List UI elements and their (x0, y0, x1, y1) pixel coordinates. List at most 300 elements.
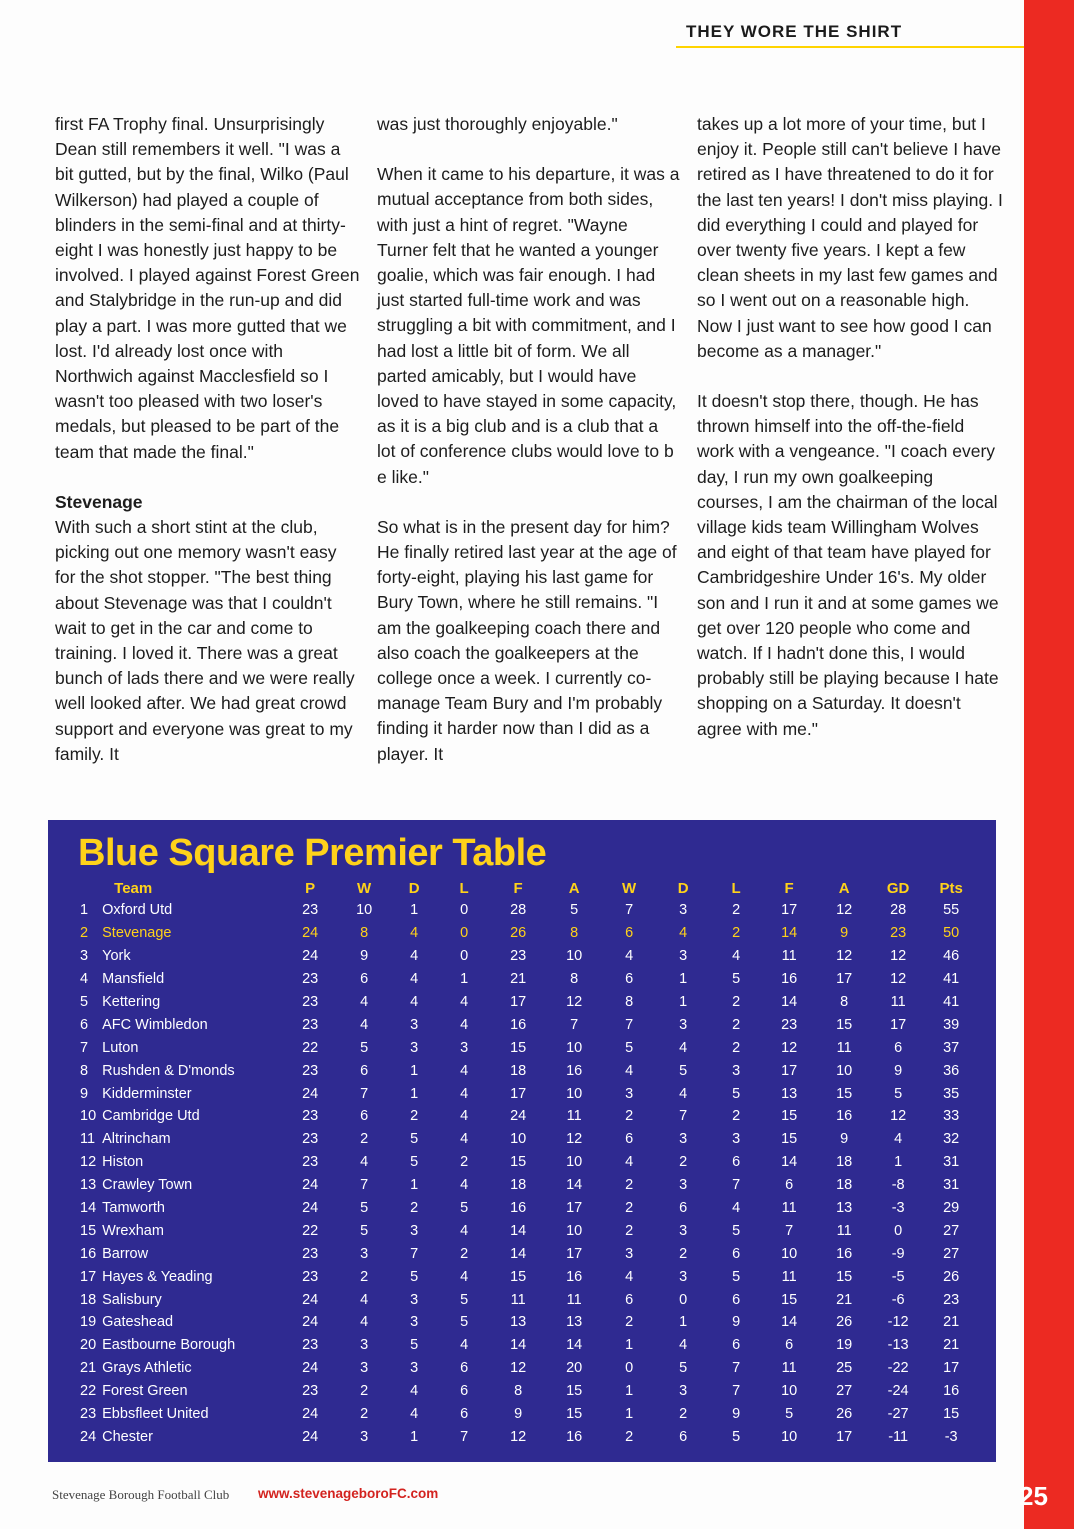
cell-ad: 3 (679, 1177, 688, 1194)
cell-aa: 8 (840, 994, 849, 1010)
cell-al: 6 (732, 1291, 741, 1308)
cell-hl: 4 (460, 1222, 469, 1239)
cell-hl: 5 (460, 1291, 469, 1308)
page-number: 25 (1019, 1481, 1048, 1511)
cell-pts: 27 (943, 1222, 960, 1239)
cell-team: AFC Wimbledon (102, 1016, 208, 1033)
cell-al: 7 (732, 1177, 741, 1194)
cell-pos: 19 (80, 1314, 97, 1331)
cell-hf: 12 (510, 1428, 527, 1445)
cell-p: 24 (302, 1200, 319, 1217)
cell-aa: 9 (840, 925, 849, 942)
cell-al: 6 (732, 1245, 741, 1262)
cell-aw: 6 (625, 971, 634, 988)
cell-aw: 3 (625, 1085, 634, 1102)
paragraph: was just thoroughly enjoyable." (377, 114, 618, 134)
cell-gd: -9 (891, 1245, 905, 1262)
paragraph: first FA Trophy final. Unsurprisingly Dean still remembers it well. "I was a bit gutted, but by the final, Wilko (Paul Wilkerson) had played a couple of blinders in the semi-final and at thirty-eight I was honestly just happy to be involved. I played against Forest Green and Stalybridge in the run-up and did play a part. I was more gutted that we lost. I'd already lost once with Northwich against Macclesfield so I wasn't too pleased with two loser's medals, but pleased to be part of the team that made the final." (55, 114, 360, 462)
cell-gd: 28 (890, 902, 907, 919)
cell-hl: 4 (460, 1062, 469, 1079)
cell-al: 5 (732, 1085, 741, 1102)
cell-al: 2 (732, 1108, 741, 1125)
cell-team: Rushden & D'monds (102, 1062, 235, 1079)
cell-ad: 3 (679, 1131, 688, 1148)
cell-p: 23 (302, 902, 319, 919)
cell-hf: 8 (514, 1383, 523, 1400)
cell-af: 11 (781, 948, 797, 965)
cell-gd: -3 (891, 1200, 905, 1217)
col-header: W (622, 880, 637, 897)
cell-hd: 2 (410, 1200, 419, 1217)
table-row (68, 899, 978, 922)
cell-hl: 4 (460, 1085, 469, 1102)
table-row (68, 1036, 978, 1059)
cell-team: Chester (102, 1428, 153, 1445)
cell-gd: 12 (890, 1108, 907, 1125)
cell-hf: 10 (510, 1131, 527, 1148)
cell-ad: 3 (679, 1383, 688, 1400)
cell-hw: 4 (360, 1314, 369, 1331)
cell-hd: 1 (410, 1428, 419, 1445)
table-row (68, 1082, 978, 1105)
cell-aa: 27 (836, 1383, 853, 1400)
cell-ha: 15 (566, 1406, 583, 1423)
cell-aw: 6 (625, 1291, 634, 1308)
cell-aa: 18 (836, 1154, 853, 1171)
cell-team: Grays Athletic (102, 1360, 192, 1377)
cell-aw: 0 (625, 1360, 634, 1377)
league-table-body (68, 899, 978, 1448)
cell-al: 2 (732, 1016, 741, 1033)
cell-ha: 10 (566, 1039, 583, 1056)
cell-af: 15 (781, 1108, 798, 1125)
cell-team: Eastbourne Borough (102, 1337, 236, 1354)
cell-hl: 6 (460, 1383, 469, 1400)
cell-ad: 1 (679, 994, 688, 1010)
cell-gd: -27 (887, 1406, 909, 1423)
cell-team: Hayes & Yeading (102, 1268, 213, 1285)
cell-al: 6 (732, 1154, 741, 1171)
table-row (68, 1311, 978, 1334)
cell-pts: 46 (943, 948, 960, 965)
cell-aw: 4 (625, 1062, 634, 1079)
cell-aa: 19 (836, 1337, 853, 1354)
cell-aw: 6 (625, 925, 634, 942)
col-header: A (838, 880, 850, 897)
cell-hw: 5 (360, 1039, 369, 1056)
cell-ad: 1 (679, 1314, 688, 1331)
cell-p: 23 (302, 994, 319, 1010)
cell-af: 11 (781, 1360, 797, 1377)
cell-pos: 1 (80, 902, 89, 919)
cell-hf: 14 (510, 1222, 527, 1239)
table-row (68, 1197, 978, 1220)
cell-team: Salisbury (102, 1291, 162, 1308)
cell-p: 24 (302, 1406, 319, 1423)
cell-aw: 2 (625, 1200, 634, 1217)
cell-ad: 3 (679, 902, 688, 919)
cell-aa: 9 (840, 1131, 849, 1148)
table-row (68, 1105, 978, 1128)
cell-af: 11 (781, 1268, 797, 1285)
cell-pos: 24 (80, 1428, 97, 1445)
cell-hw: 8 (360, 925, 369, 942)
cell-ha: 8 (570, 925, 579, 942)
cell-gd: -13 (887, 1337, 909, 1354)
cell-aw: 2 (625, 1108, 634, 1125)
cell-hd: 3 (410, 1016, 419, 1033)
cell-pos: 12 (80, 1154, 97, 1171)
article-column-3 (697, 112, 1003, 767)
cell-hf: 15 (510, 1154, 527, 1171)
cell-gd: 6 (894, 1039, 903, 1056)
cell-p: 23 (302, 971, 319, 988)
cell-hl: 6 (460, 1360, 469, 1377)
cell-al: 3 (732, 1131, 741, 1148)
cell-hl: 2 (460, 1245, 469, 1262)
cell-team: Kettering (102, 994, 161, 1010)
cell-af: 14 (781, 1314, 798, 1331)
league-table (68, 878, 978, 1448)
cell-hl: 4 (460, 994, 469, 1010)
cell-aw: 1 (625, 1406, 634, 1423)
cell-pts: 15 (943, 1406, 960, 1423)
cell-hl: 5 (460, 1314, 469, 1331)
cell-hd: 3 (410, 1291, 419, 1308)
cell-hf: 9 (514, 1406, 523, 1423)
cell-pos: 22 (80, 1383, 97, 1400)
cell-hw: 9 (360, 948, 369, 965)
cell-hw: 4 (360, 994, 369, 1010)
cell-team: Oxford Utd (102, 902, 173, 919)
cell-pos: 16 (80, 1245, 97, 1262)
cell-af: 12 (781, 1039, 798, 1056)
cell-aa: 10 (836, 1062, 853, 1079)
cell-hl: 4 (460, 1108, 469, 1125)
cell-p: 24 (302, 1428, 319, 1445)
cell-af: 6 (785, 1177, 794, 1194)
table-row (68, 945, 978, 968)
cell-pts: 33 (943, 1108, 960, 1125)
cell-hw: 4 (360, 1291, 369, 1308)
cell-aa: 17 (836, 1428, 853, 1445)
cell-pos: 20 (80, 1337, 97, 1354)
cell-pts: 41 (943, 971, 960, 988)
cell-ha: 7 (570, 1016, 579, 1033)
cell-aw: 2 (625, 1428, 634, 1445)
cell-aw: 1 (625, 1383, 634, 1400)
cell-aa: 13 (836, 1200, 853, 1217)
col-header: W (357, 880, 372, 897)
cell-ha: 17 (566, 1200, 583, 1217)
cell-ha: 10 (566, 1222, 583, 1239)
footer-club-name: Stevenage Borough Football Club (52, 1487, 230, 1502)
cell-al: 7 (732, 1360, 741, 1377)
subheading: Stevenage (55, 491, 143, 512)
cell-hl: 6 (460, 1406, 469, 1423)
cell-pts: 31 (943, 1177, 960, 1194)
cell-ha: 13 (566, 1314, 583, 1331)
cell-al: 2 (732, 925, 741, 942)
cell-ad: 3 (679, 1222, 688, 1239)
cell-team: Wrexham (102, 1222, 164, 1239)
cell-aw: 2 (625, 1177, 634, 1194)
cell-hd: 5 (410, 1154, 419, 1171)
cell-hd: 5 (410, 1131, 419, 1148)
cell-hw: 2 (360, 1406, 369, 1423)
cell-ad: 3 (679, 1268, 688, 1285)
table-row (68, 1219, 978, 1242)
cell-pos: 17 (80, 1268, 97, 1285)
cell-pts: 50 (943, 925, 960, 942)
cell-aa: 25 (836, 1360, 853, 1377)
cell-pts: 29 (943, 1200, 960, 1217)
cell-pos: 23 (80, 1406, 97, 1423)
league-table-panel (48, 820, 996, 1462)
cell-hf: 17 (510, 1085, 527, 1102)
cell-aw: 7 (625, 1016, 634, 1033)
cell-hd: 1 (410, 1085, 419, 1102)
cell-al: 2 (732, 994, 741, 1010)
cell-aw: 1 (625, 1337, 634, 1354)
cell-pts: 32 (943, 1131, 960, 1148)
cell-ad: 4 (679, 1039, 688, 1056)
cell-pos: 6 (80, 1016, 89, 1033)
table-row (68, 1334, 978, 1357)
cell-team: Gateshead (102, 1314, 174, 1331)
cell-pts: 39 (943, 1016, 960, 1033)
cell-hf: 15 (510, 1039, 527, 1056)
cell-pts: 35 (943, 1085, 960, 1102)
table-row (68, 1242, 978, 1265)
article-column-1 (55, 112, 361, 792)
header-rule (676, 46, 1024, 48)
cell-ad: 1 (679, 971, 688, 988)
cell-hw: 6 (360, 1062, 369, 1079)
cell-af: 14 (781, 994, 798, 1010)
cell-af: 23 (781, 1016, 798, 1033)
cell-hw: 3 (360, 1360, 369, 1377)
cell-hl: 0 (460, 902, 469, 919)
cell-al: 2 (732, 902, 741, 919)
cell-aw: 4 (625, 1268, 634, 1285)
cell-hf: 18 (510, 1177, 527, 1194)
cell-hd: 1 (410, 902, 419, 919)
cell-aw: 2 (625, 1222, 634, 1239)
cell-ha: 11 (566, 1108, 582, 1125)
cell-hf: 28 (510, 902, 527, 919)
cell-p: 23 (302, 1383, 319, 1400)
col-header: Team (114, 880, 153, 897)
cell-p: 24 (302, 1314, 319, 1331)
cell-aa: 26 (836, 1406, 853, 1423)
cell-hw: 5 (360, 1200, 369, 1217)
cell-team: Crawley Town (102, 1177, 193, 1194)
cell-hd: 1 (410, 1062, 419, 1079)
cell-aa: 11 (836, 1039, 852, 1056)
col-header: D (677, 880, 689, 897)
cell-ad: 5 (679, 1062, 688, 1079)
cell-pts: 17 (943, 1360, 960, 1377)
cell-pts: -3 (944, 1428, 958, 1445)
cell-hw: 7 (360, 1085, 369, 1102)
cell-gd: 5 (894, 1085, 903, 1102)
cell-hw: 5 (360, 1222, 369, 1239)
cell-hw: 6 (360, 1108, 369, 1125)
cell-p: 24 (302, 925, 319, 942)
cell-pts: 21 (943, 1337, 960, 1354)
cell-gd: -12 (887, 1314, 909, 1331)
cell-hl: 2 (460, 1154, 469, 1171)
cell-pos: 9 (80, 1085, 89, 1102)
table-row (68, 1288, 978, 1311)
cell-pts: 21 (943, 1314, 960, 1331)
cell-ha: 16 (566, 1268, 583, 1285)
cell-aw: 3 (625, 1245, 634, 1262)
table-header-row (68, 878, 978, 899)
cell-hw: 4 (360, 1016, 369, 1033)
cell-hd: 2 (410, 1108, 419, 1125)
cell-af: 13 (781, 1085, 798, 1102)
cell-gd: 12 (890, 971, 907, 988)
cell-hd: 7 (410, 1245, 419, 1262)
cell-hd: 3 (410, 1314, 419, 1331)
cell-hl: 4 (460, 1268, 469, 1285)
cell-hd: 3 (410, 1039, 419, 1056)
cell-ha: 12 (566, 1131, 583, 1148)
cell-hw: 2 (360, 1383, 369, 1400)
cell-af: 11 (781, 1200, 797, 1217)
cell-ad: 6 (679, 1428, 688, 1445)
cell-gd: 17 (890, 1016, 907, 1033)
cell-al: 9 (732, 1314, 741, 1331)
cell-hd: 4 (410, 971, 419, 988)
table-row (68, 1380, 978, 1403)
col-header: L (731, 880, 741, 897)
col-header: A (568, 880, 580, 897)
cell-ha: 15 (566, 1383, 583, 1400)
cell-ad: 4 (679, 1337, 688, 1354)
cell-hw: 4 (360, 1154, 369, 1171)
cell-hl: 0 (460, 948, 469, 965)
cell-aa: 12 (836, 948, 853, 965)
cell-gd: -24 (887, 1383, 909, 1400)
cell-ha: 10 (566, 948, 583, 965)
cell-gd: 12 (890, 948, 907, 965)
cell-team: York (102, 948, 131, 965)
cell-hf: 21 (510, 971, 527, 988)
cell-gd: 11 (890, 994, 906, 1010)
cell-pos: 14 (80, 1200, 97, 1217)
cell-hw: 3 (360, 1337, 369, 1354)
cell-ha: 11 (566, 1291, 582, 1308)
cell-hl: 4 (460, 1177, 469, 1194)
cell-hd: 4 (410, 1383, 419, 1400)
cell-ha: 16 (566, 1428, 583, 1445)
cell-aw: 6 (625, 1131, 634, 1148)
cell-p: 23 (302, 1062, 319, 1079)
cell-team: Mansfield (102, 971, 165, 988)
paragraph: So what is in the present day for him? He finally retired last year at the age of forty-eight, playing his last game for Bury Town, where he still remains. "I am the goalkeeping coach there and also coach the goalkeepers at the college once a week. I currently co-manage Team Bury and I'm probably finding it harder now than I did as a player. It (377, 516, 677, 764)
cell-hf: 11 (510, 1291, 526, 1308)
cell-ad: 5 (679, 1360, 688, 1377)
col-header: D (408, 880, 420, 897)
cell-ha: 12 (566, 994, 583, 1010)
cell-af: 7 (785, 1222, 794, 1239)
table-row (68, 1403, 978, 1426)
cell-aa: 15 (836, 1085, 853, 1102)
table-row (68, 1265, 978, 1288)
cell-aa: 15 (836, 1268, 853, 1285)
cell-pos: 13 (80, 1177, 97, 1194)
table-row (68, 1128, 978, 1151)
cell-p: 24 (302, 1360, 319, 1377)
article-column-2 (377, 112, 681, 792)
cell-al: 7 (732, 1383, 741, 1400)
cell-pos: 5 (80, 994, 89, 1010)
cell-pos: 11 (80, 1131, 96, 1148)
cell-team: Histon (102, 1154, 144, 1171)
cell-af: 17 (781, 1062, 798, 1079)
cell-hf: 16 (510, 1200, 527, 1217)
cell-hw: 2 (360, 1268, 369, 1285)
cell-ha: 5 (570, 902, 579, 919)
cell-ad: 3 (679, 948, 688, 965)
cell-pos: 3 (80, 948, 89, 965)
cell-hd: 5 (410, 1268, 419, 1285)
cell-gd: -5 (891, 1268, 905, 1285)
paragraph: It doesn't stop there, though. He has thrown himself into the off-the-field work with a vengeance. "I coach every day, I run my own goalkeeping courses, I am the chairman of the local village kids team Willingham Wolves and eight of that team have played for Cambridgeshire Under 16's. My older son and I run it and at some games we get over 120 people who come and watch. If I hadn't done this, I would probably still be playing because I hate shopping on a Saturday. It doesn't agree with me." (697, 391, 999, 739)
cell-al: 5 (732, 971, 741, 988)
cell-team: Stevenage (102, 925, 172, 942)
cell-pts: 31 (943, 1154, 960, 1171)
cell-aa: 17 (836, 971, 853, 988)
cell-hd: 1 (410, 1177, 419, 1194)
cell-ha: 10 (566, 1154, 583, 1171)
cell-hf: 12 (510, 1360, 527, 1377)
cell-af: 5 (785, 1406, 794, 1423)
footer-website-link[interactable]: www.stevenageboroFC.com (258, 1486, 439, 1501)
cell-pos: 21 (80, 1360, 97, 1377)
cell-hw: 6 (360, 971, 369, 988)
cell-hf: 17 (510, 994, 527, 1010)
paragraph: takes up a lot more of your time, but I enjoy it. People still can't believe I have retired as I have threatened to do it for the last ten years! I don't miss playing. I did everything I could and played for over twenty five years. I kept a few clean sheets in my last few games and so I went out on a reasonable high. Now I just want to see how good I can become as a manager." (697, 114, 1003, 361)
cell-p: 23 (302, 1268, 319, 1285)
cell-hw: 2 (360, 1131, 369, 1148)
table-row (68, 1059, 978, 1082)
cell-af: 16 (781, 971, 798, 988)
cell-p: 23 (302, 1245, 319, 1262)
cell-hl: 0 (460, 925, 469, 942)
cell-pos: 2 (80, 925, 89, 942)
cell-team: Altrincham (102, 1131, 171, 1148)
cell-hf: 16 (510, 1016, 527, 1033)
col-header: F (513, 880, 523, 897)
cell-ad: 3 (679, 1016, 688, 1033)
cell-aw: 4 (625, 1154, 634, 1171)
cell-p: 22 (302, 1039, 319, 1056)
cell-al: 4 (732, 948, 741, 965)
cell-hf: 13 (510, 1314, 527, 1331)
side-color-bar (1024, 0, 1074, 1529)
cell-pos: 10 (80, 1108, 97, 1125)
cell-hl: 7 (460, 1428, 469, 1445)
cell-af: 10 (781, 1383, 798, 1400)
cell-aa: 11 (836, 1222, 852, 1239)
cell-ha: 8 (570, 971, 579, 988)
cell-al: 5 (732, 1222, 741, 1239)
cell-al: 4 (732, 1200, 741, 1217)
